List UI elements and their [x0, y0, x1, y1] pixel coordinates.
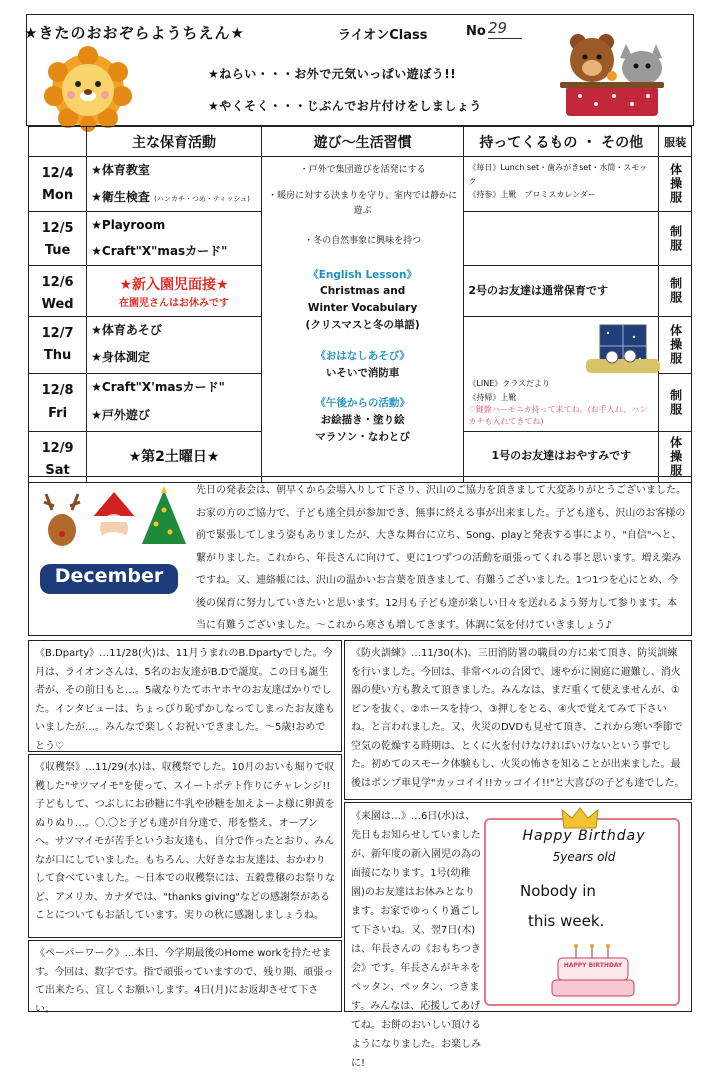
story-play-title: 《おはなしあそび》 — [315, 349, 410, 362]
bring-cell — [464, 157, 659, 212]
header-uniform: 服装 — [659, 127, 692, 157]
uniform-cell: 体操服 — [659, 431, 692, 482]
english-lesson-body-2: Winter Vocabulary — [307, 302, 418, 315]
date-label: 12/6 — [41, 274, 74, 290]
window-ghost-illustration-icon — [582, 323, 664, 375]
class-name: ライオンClass — [338, 28, 428, 43]
weekday-label: Sat — [45, 462, 70, 478]
school-name: ★きたのおおぞらようちえん★ — [24, 24, 245, 42]
life-line-1: ・戸外で集団遊びを活発にする — [299, 165, 426, 175]
birthday-card-body-1: Nobody in — [520, 882, 596, 900]
cake-label: HAPPY BIRTHDAY — [563, 962, 623, 969]
day-cell — [29, 212, 87, 265]
date-label: 12/9 — [41, 440, 74, 456]
header-activity: 主な保育活動 — [87, 127, 262, 157]
activity-2: ★戸外遊び — [91, 407, 150, 422]
life-line-3: ・冬の自然事象に興味を持つ — [304, 236, 422, 247]
bring-carry-home: 《持帰》上靴 — [468, 392, 517, 402]
lion-illustration-icon — [40, 46, 136, 128]
date-label: 12/5 — [41, 221, 74, 237]
afternoon-body-2: マラソン・なわとび — [315, 430, 410, 443]
activity-cell — [87, 265, 262, 316]
weekday-label: Fri — [48, 405, 68, 421]
promise-text: ★やくそく・・・じぶんでお片付けをしましょう — [208, 99, 482, 113]
activity-2: ★Craft"X"masカード" — [91, 243, 228, 258]
bring-cell: 2号のお友達は通常保育です — [464, 265, 659, 316]
crown-icon — [560, 806, 600, 830]
notice-text: 《来園は…》…6日(水)は、先日もお知らせしていましたが、新年度の新入園児の為の面接になります。1号(幼稚園)のお友達はお休みとなります。お家でゆっくり過ごして下さいね。又、翌7日(木)は、年長さんの《おもちつき会》です。年長さんがキネをペッタン、ペッタン、つきます。みんなは、応援してあげてね。お餅のおいしい頂けるようになりました。お楽しみに! — [351, 811, 481, 1069]
weekday-label: Thu — [43, 348, 72, 364]
issue-underline — [488, 38, 522, 39]
table-header-row — [29, 127, 692, 157]
activity-2: 在園児さんはお休みです — [118, 298, 229, 310]
life-line-2: ・暖房に対する決まりを守り、室内では静かに遊ぶ — [268, 191, 458, 216]
activity-1: ★Playroom — [91, 218, 166, 233]
birthday-card-title: Happy Birthday — [522, 828, 646, 844]
weekday-label: Tue — [44, 243, 71, 259]
day-cell — [29, 431, 87, 482]
story-play-body: いそいで消防車 — [325, 366, 400, 379]
afternoon-title: 《午後からの活動》 — [315, 397, 410, 410]
bring-cell: 1号のお友達はおやすみです — [464, 431, 659, 482]
english-lesson-title: 《English Lesson》 — [308, 268, 417, 281]
bday-party-memo: 《B.Dparty》…11/28(火)は、11月うまれのB.Dpartyでした。今月は、ライオンさんは、5名のお友達がB.Dで誕度。この日も誕生者が、その前日もと…。5歳なりたてホヤホヤのお友達ばかりでした。インタビューは、ちょっぴり恥ずかしなってしまったお友達もいましたが…。みんなで楽しくお祝いできました。～5歳!おめでとう♡ — [28, 640, 342, 752]
uniform-cell: 制服 — [659, 265, 692, 316]
fire-drill-memo: 《防火訓練》…11/30(木)、三田消防署の職員の方に来て頂き、防災訓練を行いました。今回は、非常ベルの合図で、速やかに園庭に避難し、消火器の使い方も教えて頂きました。みんなは、まだ重くて使えませんが、①ピンを抜く、②ホースを持つ、③押しをとる、④火で覚えてみて下さいね。と言われました。又、火災のDVDも見せて頂き、これから寒い季節で空気の乾燥する時期は、とくに火を付けなければいけないという事でした。初めてのスモーク体験もし、火災の怖さを知ることが出来ました。最後はポンプ車見学"カッコイイ!!カッコイイ!!"と大喜びの子ども達でした。 — [344, 640, 692, 800]
uniform-cell: 制服 — [659, 212, 692, 265]
date-label: 12/4 — [41, 166, 74, 181]
english-lesson-body-1: Christmas and — [320, 285, 406, 298]
bring-cell — [464, 317, 659, 432]
bring-daily: 《毎日》Lunch set・歯みがきset・水筒・スモック — [468, 163, 648, 186]
activity-2: ★身体測定 — [91, 350, 150, 365]
activity-cell — [87, 212, 262, 265]
issue-number: 29 — [488, 19, 508, 37]
activity-1: ★体育あそび — [91, 323, 162, 338]
date-label: 12/8 — [41, 383, 74, 399]
uniform-cell: 制服 — [659, 374, 692, 431]
birthday-card-subtitle: 5years old — [552, 850, 616, 864]
issue-label: No — [466, 24, 486, 39]
december-title: December — [54, 565, 164, 587]
weekly-schedule-table — [28, 126, 692, 483]
header-life: 遊び～生活習慣 — [261, 127, 464, 157]
activity-cell — [87, 374, 262, 431]
day-cell — [29, 157, 87, 212]
december-message: 先日の発表会は、朝早くから会場入りして下さり、沢山のご協力を頂きまして大変ありがとうございました。お家の方のご協力で、子ども達全員が参加でき、無事に終える事が出来ました。子ども達も、沢山のお客様の前で緊張してしまう姿もありましたが、大きな舞台に立ち、Song、playと発表する事により、"自信"へと、繋がりました。これから、年長さんに向けて、更に1つずつの活動を頑張ってくれる事と思います。増え楽みですね。又、連絡帳には、沢山の温かいお言葉を頂きまして、有難うございました。1つ1つを心にとめ、今後の保育に努力していきたいと思います。12月も子ども達が楽しい日々を送れるよう努力して参ります。本当に有難うございました。～これから寒さも増してきます。体調に気を付けていきましょう♪ — [196, 485, 686, 631]
weekday-label: Wed — [41, 296, 74, 312]
activity-1: ★Craft"X'masカード" — [91, 380, 225, 395]
activity-1: ★体育教室 — [91, 163, 150, 177]
weekday-label: Mon — [42, 188, 74, 204]
bring-cell — [464, 212, 659, 265]
birthday-card-body-2: this week. — [528, 912, 605, 930]
table-row — [29, 157, 692, 212]
english-lesson-body-3: (クリスマスと冬の単語) — [305, 318, 420, 331]
day-cell — [29, 374, 87, 431]
bring-note: ♡鍵盤ハーモニカ持って来てね。(お手入れ、ハンカチも入れてきてね) — [468, 405, 648, 426]
afternoon-body-1: お絵描き・塗り絵 — [320, 414, 405, 427]
activity-2: ★衛生検査 — [91, 190, 150, 205]
activity-cell — [87, 317, 262, 374]
birthday-cake-icon — [548, 944, 638, 1000]
activity-2-sub: (ハンカチ・つめ・ティッシュ) — [154, 195, 250, 204]
day-cell — [29, 317, 87, 374]
uniform-cell: 体操服 — [659, 157, 692, 212]
santa-reindeer-tree-icon — [40, 484, 190, 556]
bring-carry: 《持参》上靴 プロミスカレンダー — [468, 190, 596, 200]
date-label: 12/7 — [41, 326, 74, 342]
day-cell — [29, 265, 87, 316]
aim-text: ★ねらい・・・お外で元気いっぱい遊ぼう!! — [208, 67, 457, 81]
activity-1: ★新入園児面接★ — [119, 276, 229, 293]
life-habits-cell — [261, 157, 464, 483]
harvest-festival-memo: 《収穫祭》…11/29(水)は、収穫祭でした。10月のおいも堀りで収穫した"サツマイモ"を使って、スイートポテト作りにチャレンジ!!子どもして、つぶしにお砂糖に牛乳や砂糖を加えよーよ様に卵黄をぬりぬり…。〇.〇と子ども達が自分達で、形を整え、オーブンへ。サツマイモが苦手というお友達も、自分で作ったとおり、みんなが口にしていました。もちろん、大好きなお友達は、おかわりして食べていました。～日本での収穫祭には、五穀豊穣のお祭りなど、アメリカ、カナダでは、"thanks giving"などの感謝祭があることについてもお話しています。実りの秋に感謝しましょうね。 — [28, 754, 342, 938]
header-bring: 持ってくるもの ・ その他 — [464, 127, 659, 157]
bring-line-notice: 《LINE》クラスだより — [468, 379, 551, 389]
activity-cell — [87, 157, 262, 212]
bear-cat-kotatsu-icon — [556, 30, 672, 122]
uniform-cell: 体操服 — [659, 317, 692, 374]
activity-cell: ★第2土曜日★ — [87, 431, 262, 482]
header-day — [29, 127, 87, 157]
paperwork-memo: 《ペーパーワーク》…本日、今学期最後のHome workを持たせます。今回は、数字です。指で頑張っていますので、残り期、頑張って出来たら、宜しくお願いします。4日(月)にお返却させて下さい。 — [28, 940, 342, 1012]
